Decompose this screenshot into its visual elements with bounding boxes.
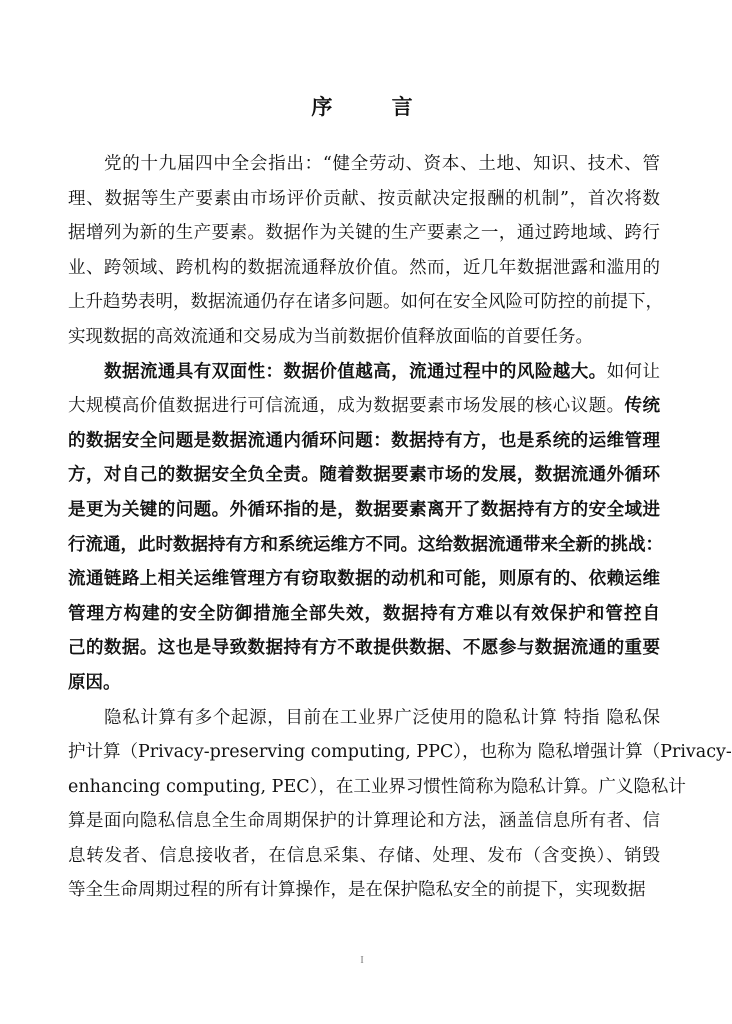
text-run: 理、数据等生产要素由市场评价贡献、按贡献决定报酬的机制”，首次将数 [68, 188, 660, 209]
text-line [68, 735, 732, 770]
text-run: 等全生命周期过程的所有计算操作，是在保护隐私安全的前提下，实现数据 [68, 880, 646, 901]
text-run: 上升趋势表明，数据流通仍存在诸多问题。如何在安全风险可防控的前提下， [68, 292, 663, 313]
bold-text: 数据流通具有双面性：数据价值越高，流通过程中的风险越大。 [104, 361, 607, 382]
text-line [68, 320, 660, 355]
text-line [68, 285, 663, 320]
text-line [68, 389, 660, 424]
text-line [68, 355, 660, 390]
text-line [68, 251, 660, 286]
text-line [68, 493, 660, 528]
text-line [68, 216, 660, 251]
text-run: 息转发者、信息接收者，在信息采集、存储、处理、发布（含变换）、销毁 [68, 845, 660, 866]
text-run: 如何让 [606, 361, 661, 382]
text-line [68, 562, 660, 597]
text-line [68, 424, 660, 459]
text-line [68, 804, 660, 839]
text-line [68, 147, 660, 182]
text-line [68, 873, 660, 908]
bold-text: 是更为关键的问题。外循环指的是，数据要素离开了数据持有方的安全域进 [68, 499, 660, 520]
bold-text: 行流通，此时数据持有方和系统运维方不同。这给数据流通带来全新的挑战： [68, 534, 663, 555]
text-line [68, 839, 660, 874]
text-line [68, 701, 660, 736]
text-line [68, 666, 660, 701]
text-line [68, 528, 663, 563]
text-run: 大规模高价值数据进行可信流通，成为数据要素市场发展的核心议题。 [68, 396, 625, 417]
text-line [68, 631, 660, 666]
page-number: I [360, 955, 364, 966]
text-run: 护计算（Privacy-preserving computing, PPC），也称为 隐私增强计算（Privacy- [68, 742, 732, 763]
bold-text: 的数据安全问题是数据流通内循环问题：数据持有方，也是系统的运维管理 [68, 430, 660, 451]
text-line [68, 770, 686, 805]
text-line [68, 182, 660, 217]
bold-text: 管理方构建的安全防御措施全部失效，数据持有方难以有效保护和管控自 [68, 603, 660, 624]
text-line [68, 597, 660, 632]
bold-text: 流通链路上相关运维管理方有窃取数据的动机和可能，则原有的、依赖运维 [68, 569, 660, 590]
text-run: 实现数据的高效流通和交易成为当前数据价值释放面临的首要任务。 [68, 326, 593, 347]
text-line [68, 458, 660, 493]
text-run: 隐私计算有多个起源，目前在工业界广泛使用的隐私计算 特指 隐私保 [104, 707, 660, 728]
text-run: 据增列为新的生产要素。数据作为关键的生产要素之一，通过跨地域、跨行 [68, 223, 660, 244]
text-run: 业、跨领域、跨机构的数据流通释放价值。然而，近几年数据泄露和滥用的 [68, 257, 660, 278]
bold-text: 己的数据。这也是导致数据持有方不敢提供数据、不愿参与数据流通的重要 [68, 638, 660, 659]
text-run: 党的十九届四中全会指出：“健全劳动、资本、土地、知识、技术、管 [104, 154, 660, 174]
bold-text: 原因。 [68, 672, 121, 693]
bold-text: 传统 [624, 396, 660, 417]
text-run: enhancing computing, PEC），在工业界习惯性简称为隐私计算。广义隐私计 [68, 776, 686, 797]
page-title: 序 言 [311, 95, 439, 119]
text-run: 算是面向隐私信息全生命周期保护的计算理论和方法，涵盖信息所有者、信 [68, 811, 660, 832]
body-text [68, 147, 732, 908]
bold-text: 方，对自己的数据安全负全责。随着数据要素市场的发展，数据流通外循环 [68, 465, 660, 486]
